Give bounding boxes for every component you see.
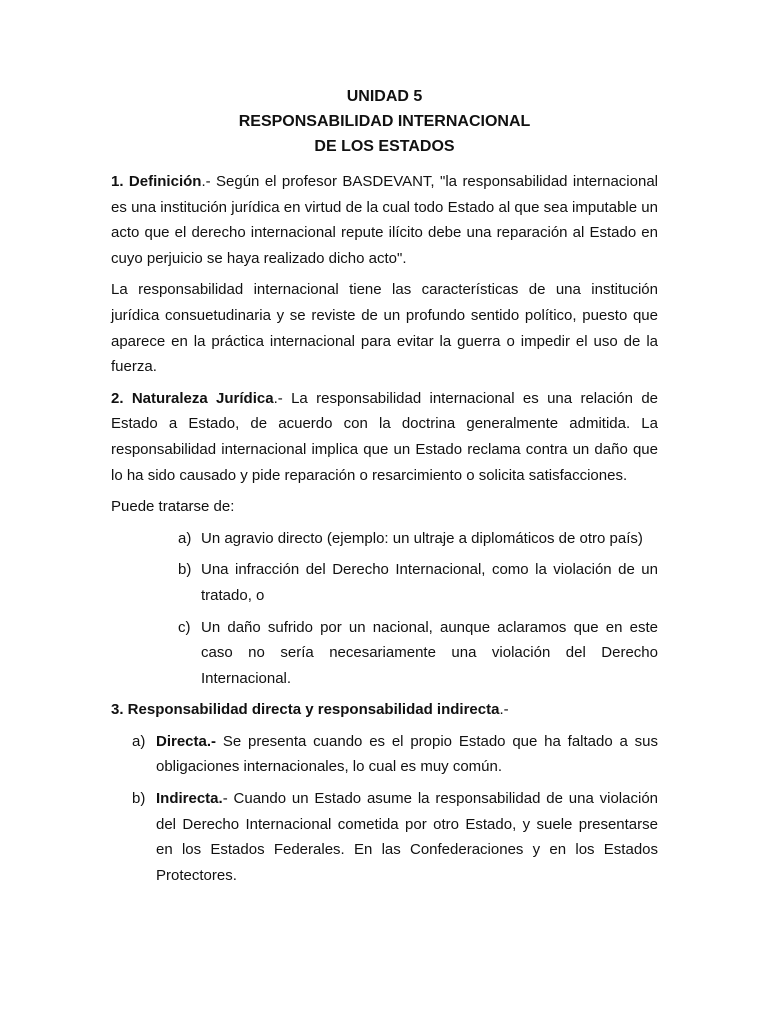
list-marker: a) [178,529,192,547]
list-marker: c) [178,618,191,636]
section-2-paragraph [111,386,658,488]
list-item-text: Un daño sufrido por un nacional, aunque aclaramos que en este caso no sería necesariamente una violación del Derecho Internacional. [201,618,658,687]
list-item [111,729,658,780]
title-line-2: RESPONSABILIDAD INTERNACIONAL [238,113,531,130]
list-item-text: - Cuando un Estado asume la responsabilidad de una violación del Derecho Internacional cometida por otro Estado, y suele presentarse en los Estados Federales. En las Confederaciones y en los Estados Protectores. [156,790,658,884]
document-title [111,84,658,159]
list-marker: b) [178,561,192,579]
title-line-3: DE LOS ESTADOS [314,138,455,155]
document-page [111,84,658,894]
list-item-text: Una infracción del Derecho Internacional, como la violación de un tratado, o [201,561,658,604]
list-marker: b) [132,790,146,808]
section-1-text: .- Según el profesor BASDEVANT, "la responsabilidad internacional es una institución jurídica en virtud de la cual todo Estado al que sea imputable un acto que el derecho internacional repute ilícito debe una reparación al Estado en cuyo perjuicio se haya realizado dicho acto". [111,173,658,267]
section-1-heading: 1. Definición [111,173,202,190]
list-item-label: Indirecta. [156,790,223,808]
list-item [111,557,658,608]
section-3-list [111,729,658,889]
section-2-list [111,526,658,692]
section-1-paragraph [111,169,658,271]
list-item-text: Se presenta cuando es el propio Estado que ha faltado a sus obligaciones internacionales, lo cual es muy común. [156,732,658,776]
title-line-1: UNIDAD 5 [346,88,423,105]
list-item-label: Directa.- [156,732,217,750]
section-2-text: .- La responsabilidad internacional es una relación de Estado a Estado, de acuerdo con la doctrina generalmente admitida. La responsabilidad internacional implica que un Estado reclama contra un daño que lo ha sido causado y pide reparación o resarcimiento o solicita satisfacciones. [111,389,659,484]
section-2-intro: Puede tratarse de: [111,498,235,516]
section-3-suffix: .- [499,701,509,719]
section-2-heading: 2. Naturaleza Jurídica [111,389,274,407]
section-1-paragraph-2: La responsabilidad internacional tiene las características de una institución jurídica consuetudinaria y se reviste de un profundo sentido político, puesto que aparece en la práctica internacional para evitar la guerra o impedir el uso de la fuerza. [111,281,658,376]
list-item [111,615,658,692]
list-item [111,786,658,888]
list-item [111,526,658,552]
section-3-heading-line [111,697,658,723]
list-marker: a) [132,732,146,750]
section-3-heading: 3. Responsabilidad directa y responsabilidad indirecta [111,701,500,719]
list-item-text: Un agravio directo (ejemplo: un ultraje a diplomáticos de otro país) [201,529,643,547]
